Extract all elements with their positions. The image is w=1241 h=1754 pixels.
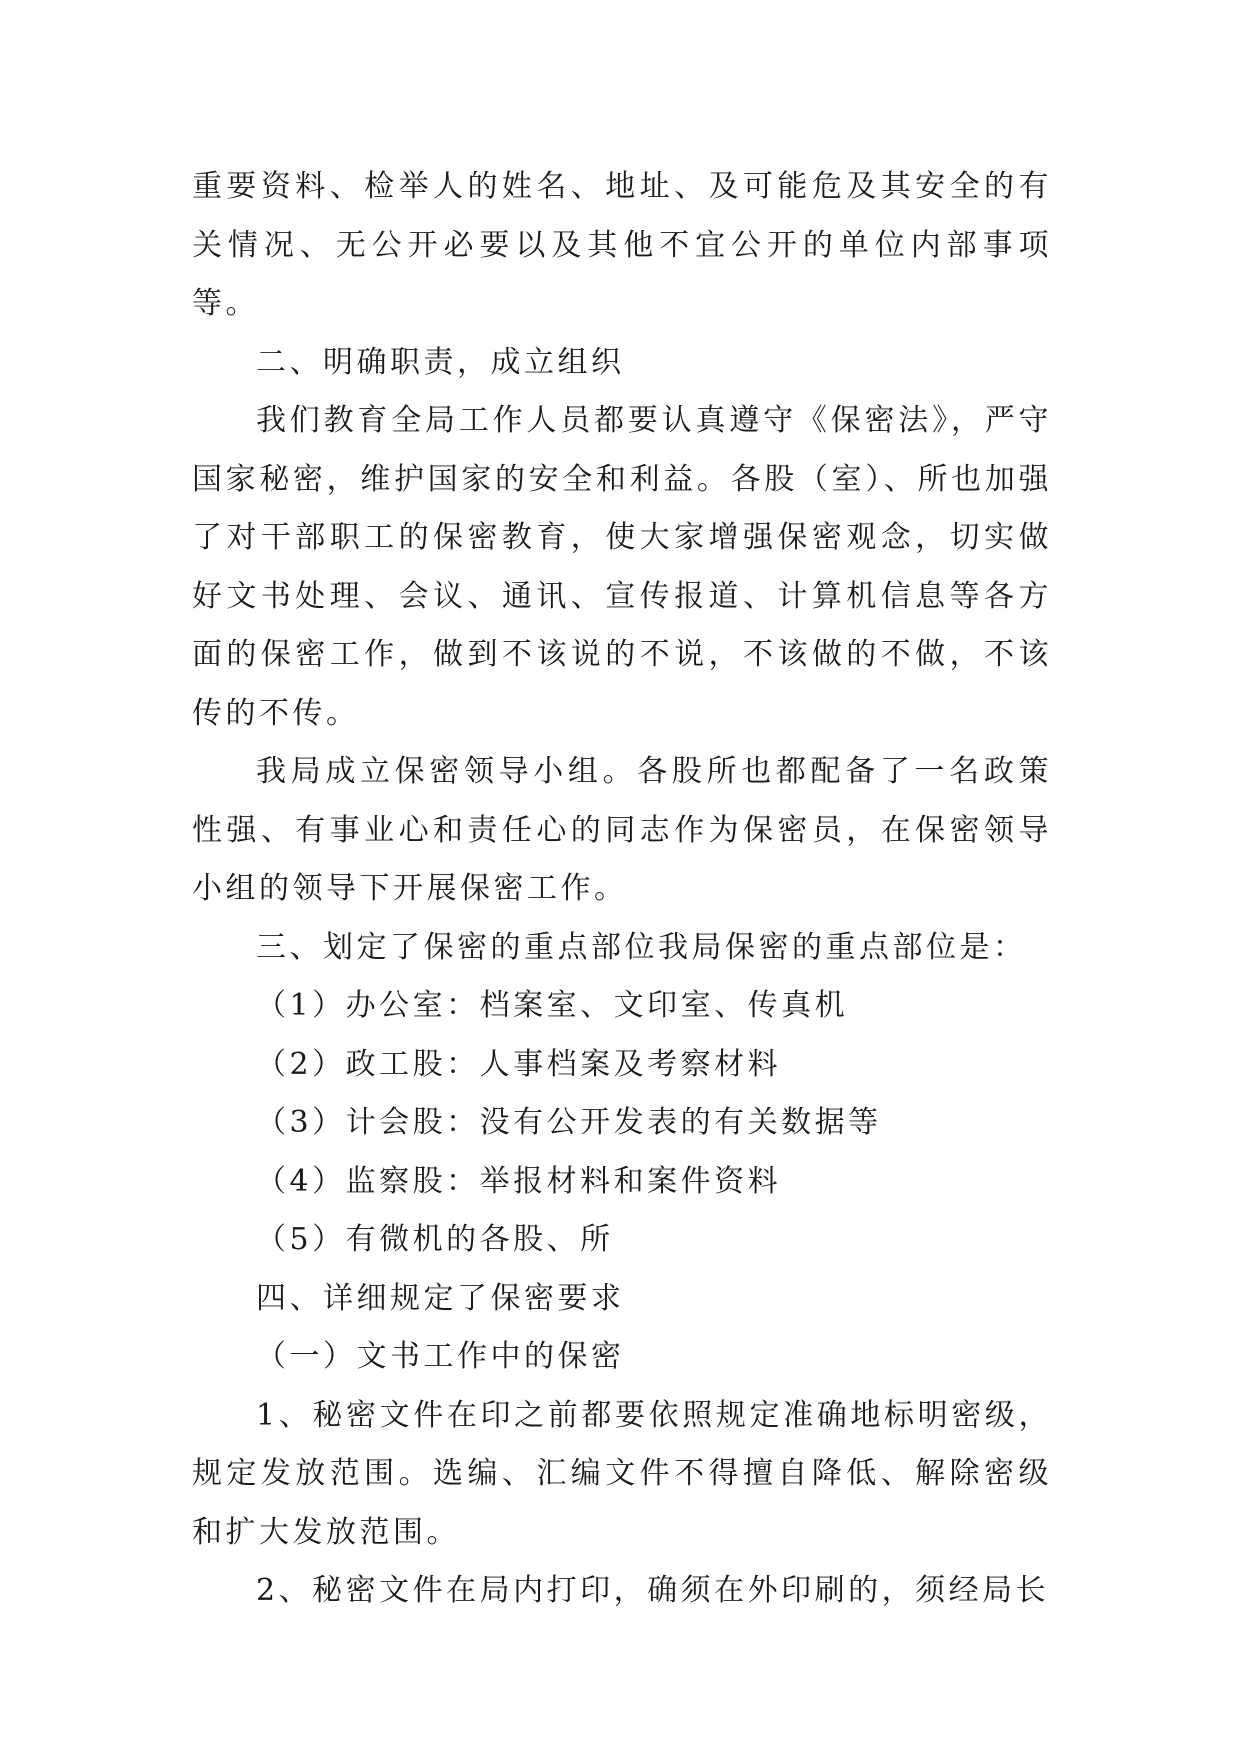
- subsection-heading: （一）文书工作中的保密: [256, 1339, 625, 1374]
- section-heading: 二、明确职责，成立组织: [256, 344, 625, 380]
- list-item: （2）政工股：人事档案及考察材料: [256, 1046, 782, 1082]
- paragraph: 2、秘密文件在局内打印，确须在外印刷的，须经局长: [256, 1573, 1050, 1608]
- list-item: （4）监察股：举报材料和案件资料: [256, 1163, 782, 1199]
- document-body: [192, 158, 1052, 1621]
- list-item: （3）计会股：没有公开发表的有关数据等: [256, 1105, 882, 1140]
- paragraph: 重要资料、检举人的姓名、地址、及可能危及其安全的有关情况、无公开必要以及其他不宜公开的单位内部事项等。: [192, 169, 1052, 321]
- section-heading: 三、划定了保密的重点部位我局保密的重点部位是：: [256, 929, 1027, 965]
- list-item: （5）有微机的各股、所: [256, 1222, 614, 1257]
- section-heading: 四、详细规定了保密要求: [256, 1280, 625, 1316]
- paragraph: 我们教育全局工作人员都要认真遵守《保密法》，严守国家秘密，维护国家的安全和利益。各股（室）、所也加强了对干部职工的保密教育，使大家增强保密观念，切实做好文书处理、会议、通讯、宣传报道、计算机信息等各方面的保密工作，做到不该说的不说，不该做的不做，不该传的不传。: [192, 403, 1052, 731]
- list-item: （1）办公室：档案室、文印室、传真机: [256, 988, 849, 1023]
- paragraph: 我局成立保密领导小组。各股所也都配备了一名政策性强、有事业心和责任心的同志作为保密员，在保密领导小组的领导下开展保密工作。: [192, 754, 1052, 906]
- paragraph: 1、秘密文件在印之前都要依照规定准确地标明密级，规定发放范围。选编、汇编文件不得擅自降低、解除密级和扩大发放范围。: [192, 1397, 1052, 1550]
